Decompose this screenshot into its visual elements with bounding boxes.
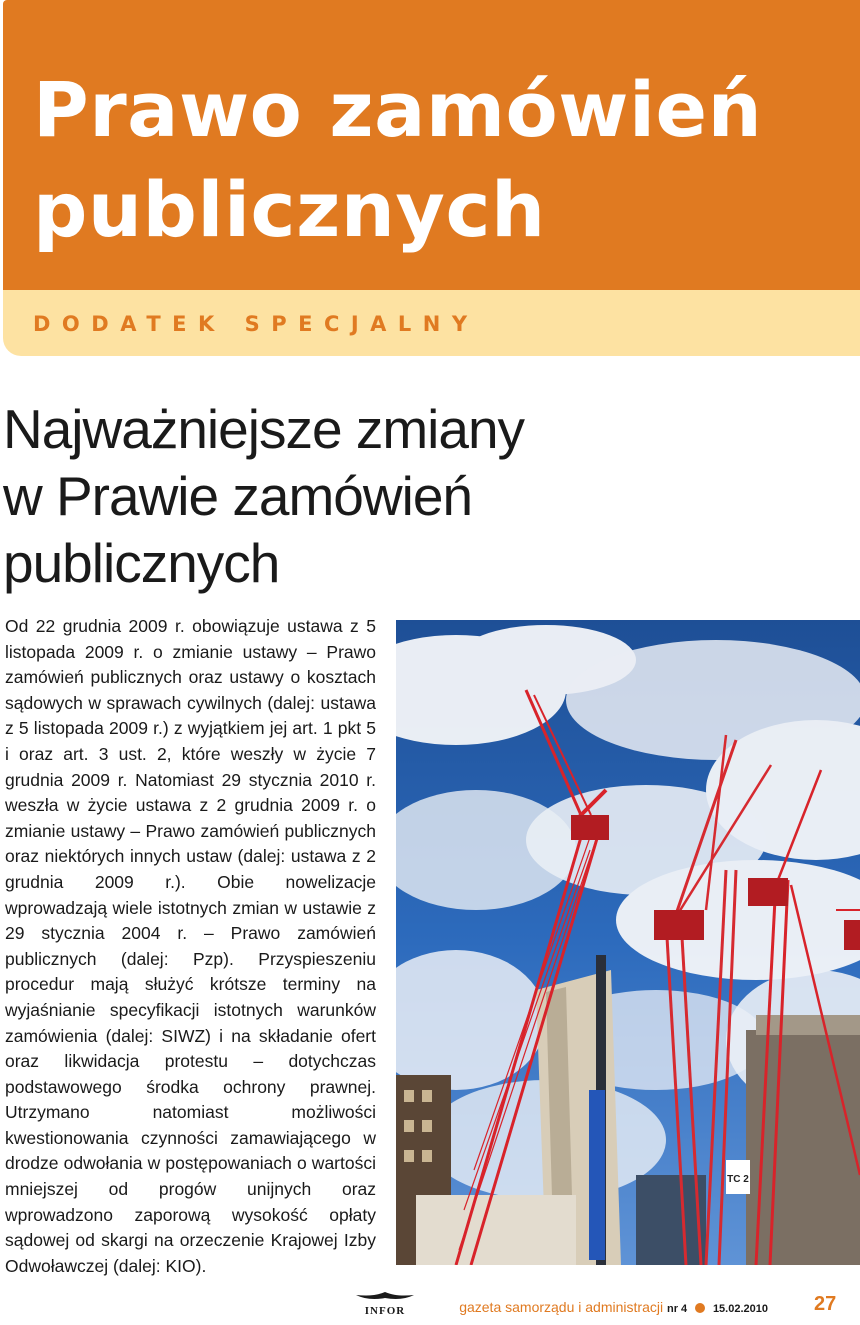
headline-line-3: publicznych <box>3 532 280 594</box>
supplement-band <box>3 290 860 356</box>
section-title <box>33 60 762 260</box>
bullet-dot <box>695 1303 705 1313</box>
infor-logo <box>352 1290 418 1320</box>
issue-date: 15.02.2010 <box>712 1303 768 1315</box>
crane-label-sign <box>726 1160 750 1194</box>
section-title-line-1: Prawo zamówień <box>33 65 763 154</box>
footer-publication-line <box>459 1299 768 1315</box>
article-lead: Od 22 grudnia 2009 r. obowiązuje ustawa z 5 listopada 2009 r. o zmianie ustawy – Prawo zamówień publicznych oraz ustawy o kosztach sądowych w sprawach cywilnych (dalej: ustawa z 5 listopada 2009 r.) z wyjątkiem jej art. 1 pkt 5 i oraz art. 3 ust. 2, które weszły w życie 7 grudnia 2009 r. Natomiast 29 stycznia 2010 r. weszła w życie ustawa z 2 grudnia 2009 r. o zmianie ustawy – Prawo zamówień publicznych oraz niektórych innych ustaw (dalej: ustawa z 2 grudnia 2009 r.). Obie nowelizacje wprowadzają wiele istotnych zmian w ustawie z 29 stycznia 2004 r. – Prawo zamówień publicznych (dalej: Pzp). Przyspieszeniu procedur mają służyć krótsze terminy na wyjaśnianie specyfikacji istotnych warunków zamówienia (dalej: SIWZ) i na składanie ofert oraz likwidacja protestu – dotychczas podstawowego środka ochrony prawnej. Utrzymano natomiast możliwości kwestionowania czynności zamawiającego w drodze odwołania w postępowaniach o wartości mniejszej od progów unijnych oraz wprowadzono zaporową wysokość opłaty sądowej od skargi na orzeczenie Krajowej Izby Odwoławczej (dalej: KIO). <box>5 616 376 1276</box>
header-banner <box>3 0 860 290</box>
headline-line-1: Najważniejsze zmiany <box>3 398 525 460</box>
logo-text: INFOR <box>364 1305 406 1317</box>
page-number: 27 <box>814 1293 837 1315</box>
article-headline <box>3 396 623 597</box>
issue-number: nr 4 <box>666 1303 688 1315</box>
section-title-line-2: publicznych <box>33 165 546 254</box>
crane-label: TC 2 <box>727 1174 749 1185</box>
headline-line-2: w Prawie zamówień <box>3 465 473 527</box>
construction-cranes-photo <box>396 620 860 1265</box>
publication-name: gazeta samorządu i administracji <box>459 1299 664 1315</box>
supplement-label: DODATEK SPECJALNY <box>33 312 479 336</box>
